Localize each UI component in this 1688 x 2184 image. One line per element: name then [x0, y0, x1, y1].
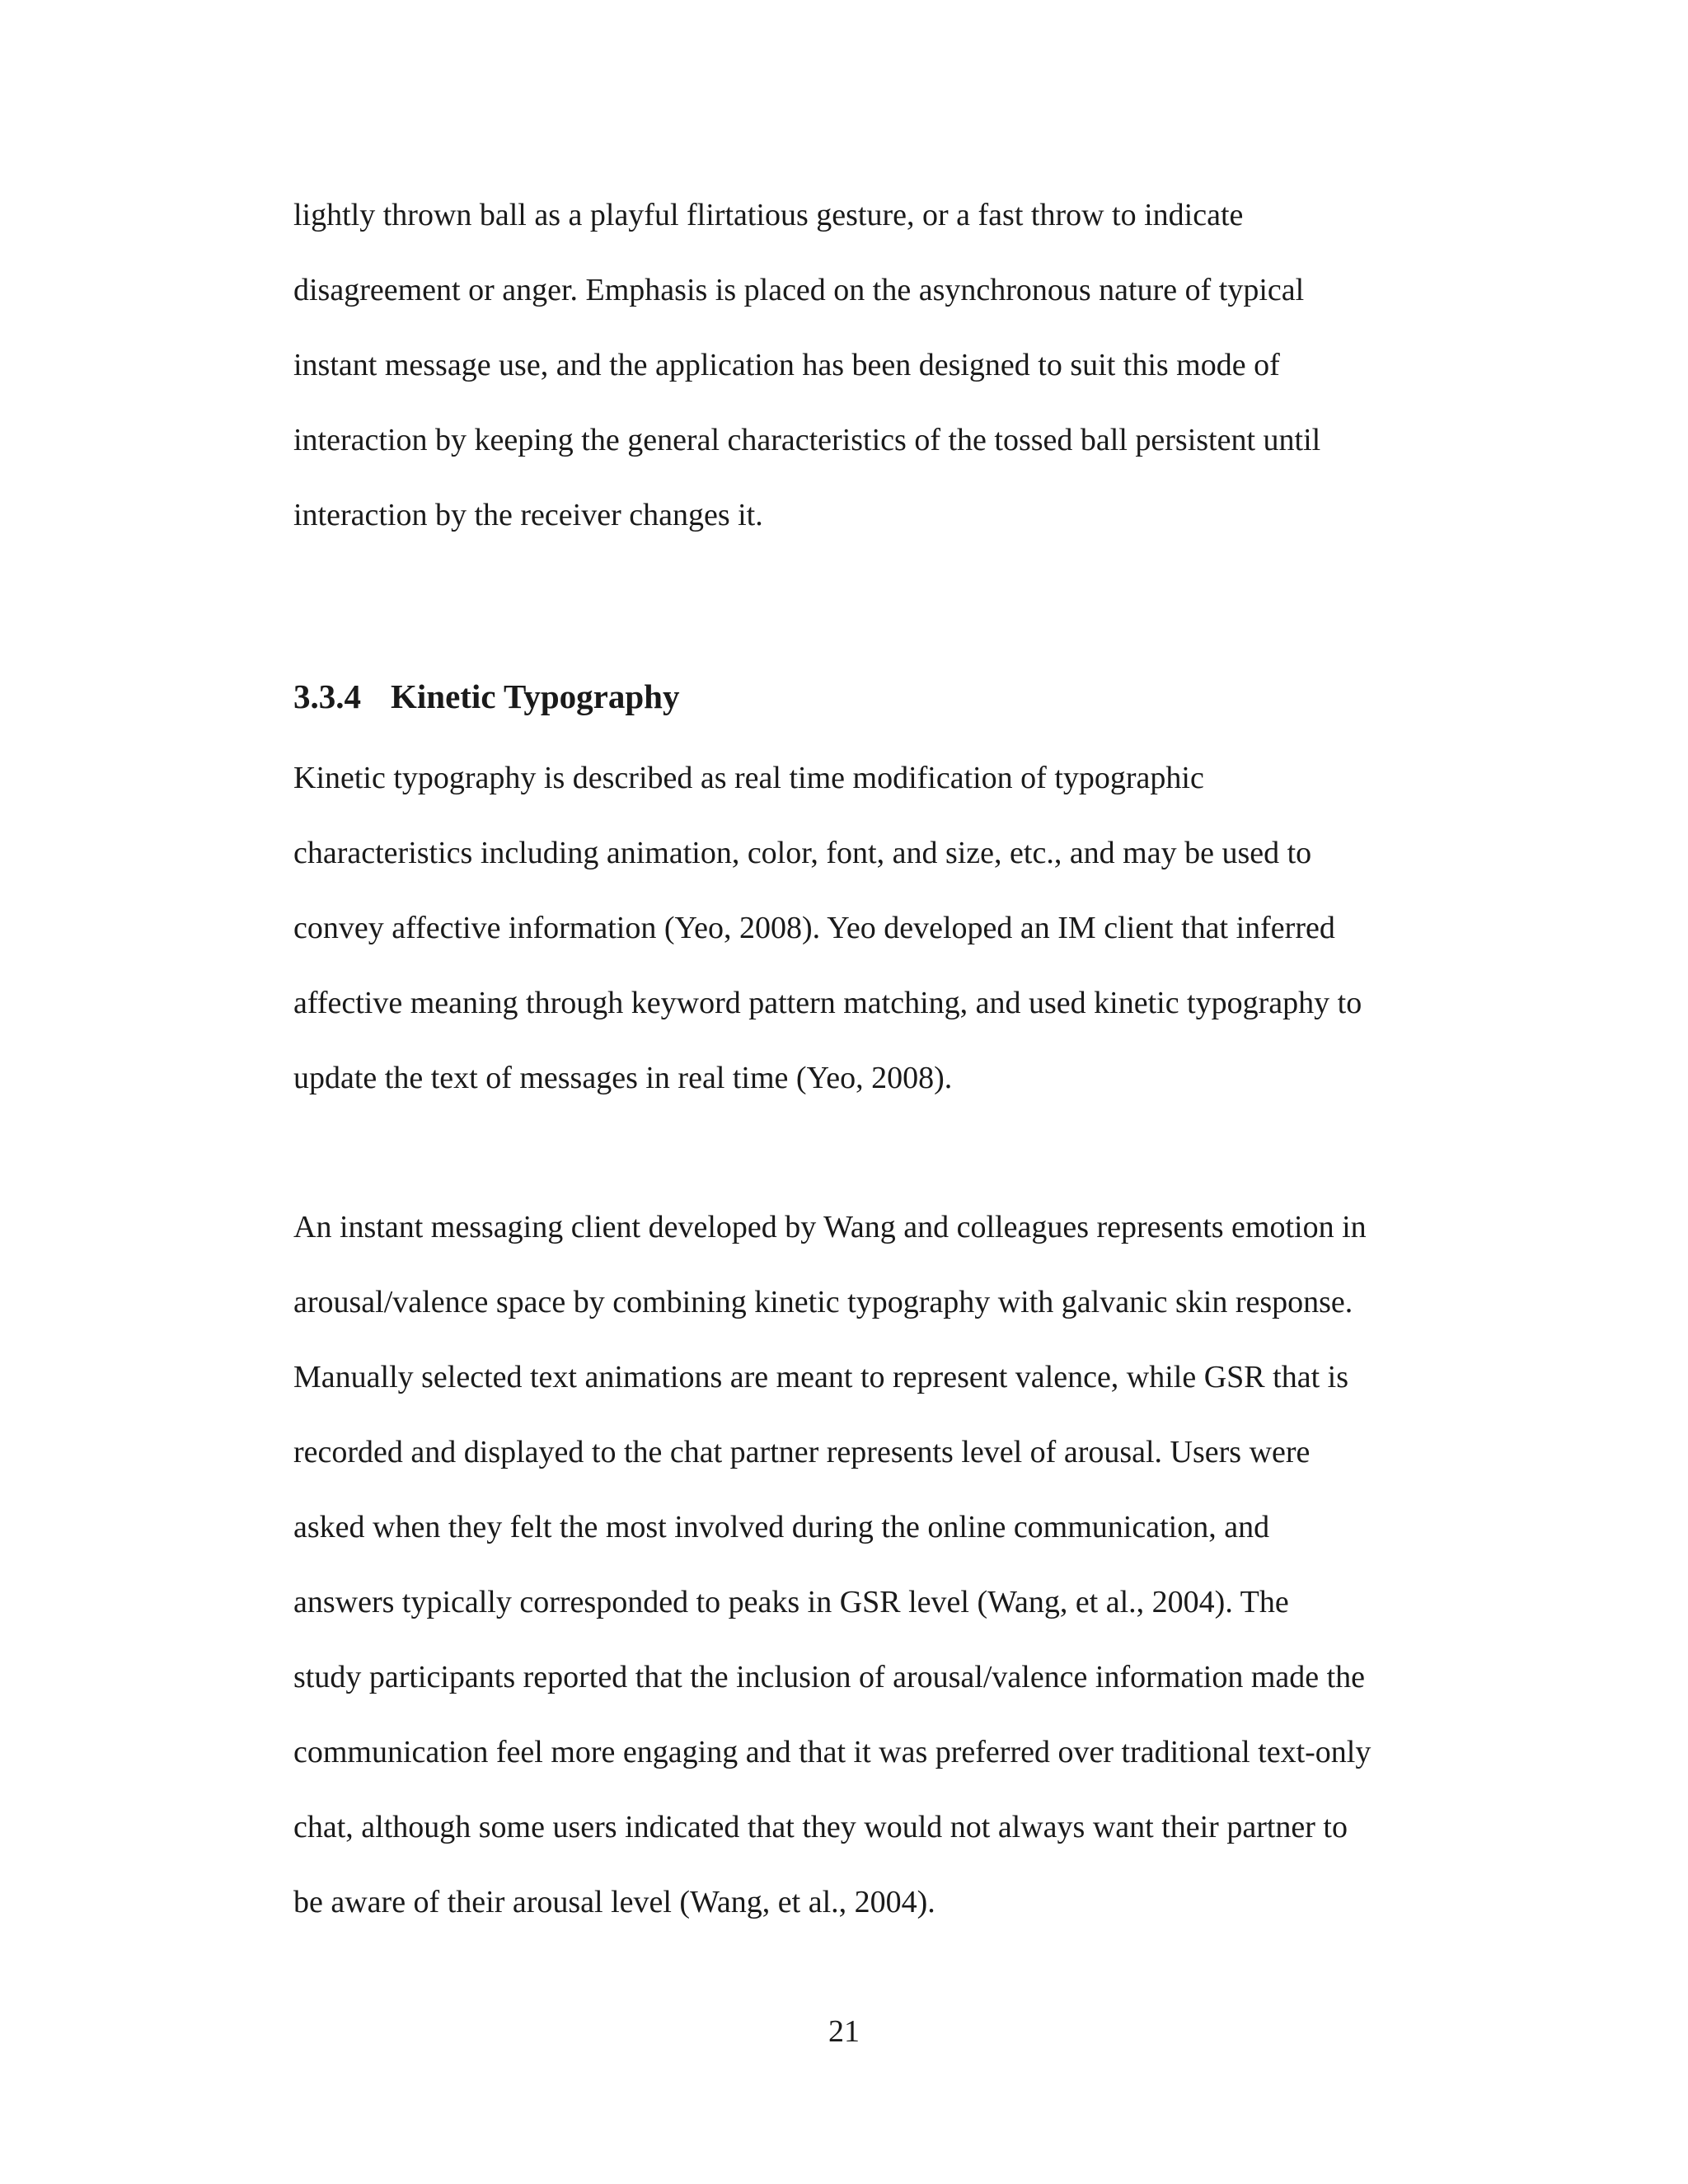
text-line: characteristics including animation, color, font, and size, etc., and may be used to — [293, 836, 1312, 870]
text-line: convey affective information (Yeo, 2008). Yeo developed an IM client that inferred — [293, 911, 1335, 945]
text-line: recorded and displayed to the chat partner represents level of arousal. Users were — [293, 1435, 1311, 1469]
text-line: interaction by the receiver changes it. — [293, 498, 763, 532]
text-line: arousal/valence space by combining kinetic typography with galvanic skin response. — [293, 1285, 1353, 1319]
text-line: Manually selected text animations are meant to represent valence, while GSR that is — [293, 1360, 1348, 1394]
text-line: interaction by keeping the general characteristics of the tossed ball persistent until — [293, 423, 1321, 457]
text-line: study participants reported that the inclusion of arousal/valence information made the — [293, 1660, 1366, 1694]
section-title: Kinetic Typography — [391, 677, 680, 715]
paragraph-continued — [293, 178, 1431, 553]
text-line: disagreement or anger. Emphasis is placed on the asynchronous nature of typical — [293, 273, 1305, 307]
section-number: 3.3.4 — [293, 677, 361, 715]
text-line: communication feel more engaging and that it was preferred over traditional text-only — [293, 1735, 1372, 1769]
text-line: lightly thrown ball as a playful flirtatious gesture, or a fast throw to indicate — [293, 198, 1244, 232]
text-line: instant message use, and the application has been designed to suit this mode of — [293, 348, 1280, 382]
text-line: Kinetic typography is described as real time modification of typographic — [293, 761, 1204, 795]
text-line: An instant messaging client developed by Wang and colleagues represents emotion in — [293, 1210, 1367, 1244]
paragraph-wang-client — [293, 1190, 1431, 1940]
text-line: be aware of their arousal level (Wang, et al., 2004). — [293, 1885, 935, 1919]
text-line: answers typically corresponded to peaks in GSR level (Wang, et al., 2004). The — [293, 1585, 1289, 1619]
page-number: 21 — [828, 2014, 860, 2049]
paragraph-kinetic-typography — [293, 741, 1431, 1116]
text-line: update the text of messages in real time (Yeo, 2008). — [293, 1061, 953, 1095]
section-heading — [293, 672, 679, 721]
text-line: affective meaning through keyword pattern matching, and used kinetic typography to — [293, 986, 1362, 1020]
text-line: asked when they felt the most involved during the online communication, and — [293, 1510, 1270, 1544]
text-line: chat, although some users indicated that they would not always want their partner to — [293, 1810, 1348, 1844]
